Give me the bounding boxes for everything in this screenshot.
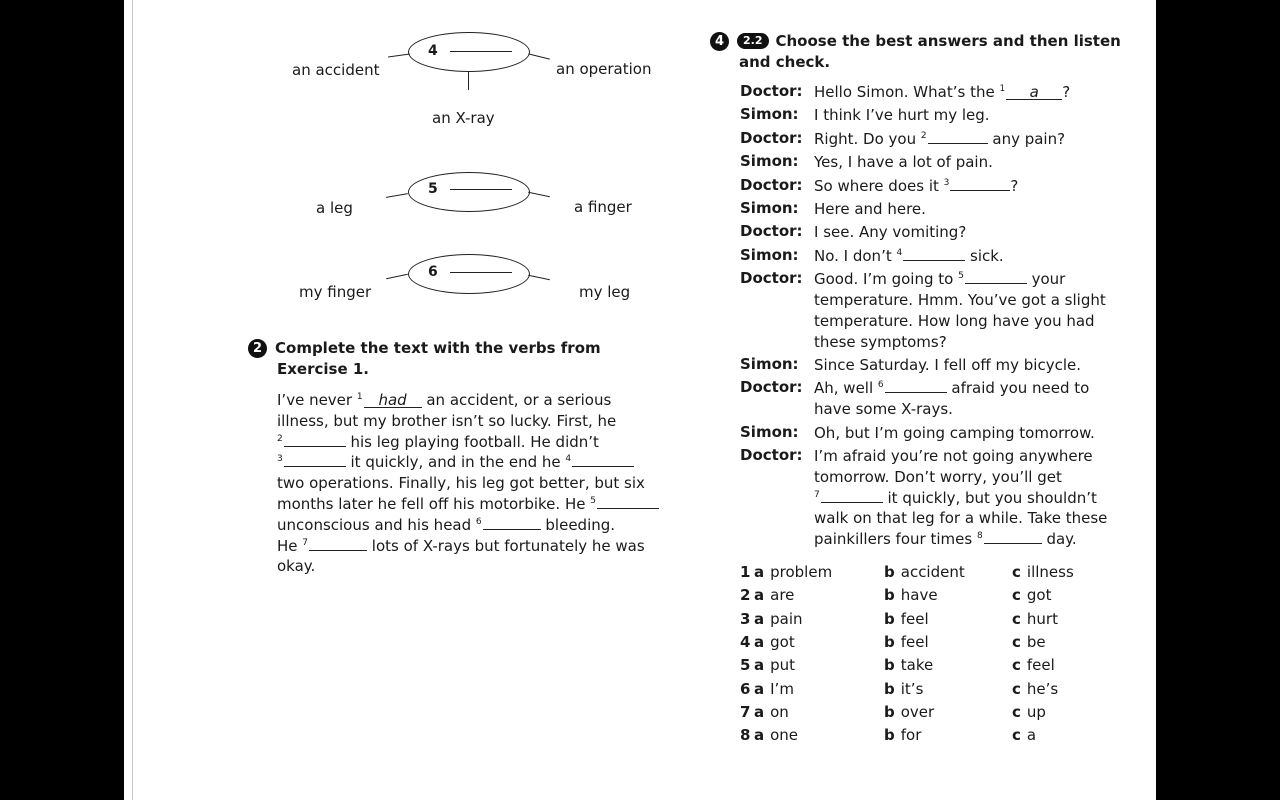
speaker-label: Doctor: — [740, 378, 803, 397]
option-4-c[interactable]: c be — [1012, 632, 1046, 651]
dialogue — [740, 82, 1140, 552]
option-3-a[interactable]: 3 a pain — [740, 609, 803, 628]
dialogue-line: Oh, but I’m going camping tomorrow. — [814, 423, 1095, 442]
answer-blank-6[interactable] — [483, 515, 541, 530]
exercise-2-heading: 2 Complete the text with the verbs from Exercise 1. — [248, 338, 668, 380]
option-6-c[interactable]: c he’s — [1012, 679, 1059, 698]
speaker-label: Doctor: — [740, 128, 803, 147]
dialogue-line: Since Saturday. I fell off my bicycle. — [814, 356, 1081, 374]
word-left: an accident — [292, 61, 380, 79]
answer-blank-4[interactable] — [903, 246, 965, 261]
dialogue-line: Right. Do you $^2$ any pain? — [814, 129, 1066, 148]
word-left: a leg — [316, 199, 353, 217]
options-table — [740, 563, 1140, 753]
option-8-c[interactable]: c a — [1012, 726, 1037, 745]
dialogue-line: tomorrow. Don’t worry, you’ll get — [814, 467, 1062, 486]
dialogue-line: temperature. Hmm. You’ve got a slight — [814, 291, 1106, 309]
text-line: illness, but my brother isn’t so lucky. First, he — [277, 411, 617, 430]
speaker-label: Doctor: — [740, 446, 803, 464]
dialogue-line: I think I’ve hurt my leg. — [814, 106, 990, 125]
option-7-b[interactable]: b over — [884, 702, 935, 721]
workbook-page — [124, 0, 1156, 800]
text-line: $^2$ his leg playing football. He didn’t — [277, 432, 599, 451]
option-7-c[interactable]: c up — [1012, 702, 1046, 721]
audio-track-badge[interactable]: 2.2 — [737, 33, 769, 49]
option-1-a[interactable]: 1 a problem — [740, 563, 833, 581]
dialogue-line: I see. Any vomiting? — [814, 223, 967, 242]
answer-blank-4[interactable] — [572, 452, 634, 467]
speaker-label: Simon: — [740, 245, 799, 264]
dialogue-line: $^7$ it quickly, but you shouldn’t — [814, 488, 1097, 507]
text-line: He $^7$ lots of X-rays but fortunately he was — [277, 536, 645, 555]
option-6-b[interactable]: b it’s — [884, 679, 924, 698]
dialogue-line: I’m afraid you’re not going anywhere — [814, 447, 1093, 465]
word-right: my leg — [579, 283, 631, 301]
text-line: I’ve never $^1$ had an accident, or a serious — [277, 391, 612, 409]
option-3-c[interactable]: c hurt — [1012, 609, 1058, 628]
exercise-2 — [248, 338, 668, 577]
dialogue-line: these symptoms? — [814, 332, 947, 351]
speaker-label: Simon: — [740, 199, 799, 217]
option-8-a[interactable]: 8 a one — [740, 726, 799, 745]
option-3-b[interactable]: b feel — [884, 609, 929, 628]
answer-blank-3[interactable] — [284, 452, 346, 467]
option-1-c[interactable]: c illness — [1012, 563, 1074, 581]
text-line: two operations. Finally, his leg got better, but six — [277, 474, 645, 493]
exercise-number-badge: 4 — [710, 32, 729, 51]
option-1-b[interactable]: b accident — [884, 563, 965, 581]
exercise-4 — [710, 31, 1130, 73]
dialogue-line: No. I don’t $^4$ sick. — [814, 246, 1004, 265]
dialogue-line: So where does it $^3$ ? — [814, 176, 1019, 195]
dialogue-line: have some X-rays. — [814, 400, 953, 419]
word-right: a finger — [574, 198, 632, 216]
answer-blank-7[interactable] — [821, 488, 883, 503]
answer-blank-3[interactable] — [950, 176, 1010, 191]
answer-blank-1[interactable]: had — [364, 393, 422, 408]
exercise-2-text — [248, 390, 668, 577]
answer-blank-5[interactable] — [965, 269, 1027, 284]
text-line: $^3$ it quickly, and in the end he $^4$ — [277, 452, 668, 473]
option-6-a[interactable]: 6 a I’m — [740, 679, 794, 698]
word-below: an X-ray — [432, 109, 495, 127]
option-5-b[interactable]: b take — [884, 656, 934, 675]
option-2-c[interactable]: c got — [1012, 586, 1052, 605]
dialogue-line: walk on that leg for a while. Take these — [814, 509, 1108, 528]
answer-blank-2[interactable] — [284, 432, 346, 447]
answer-blank-1[interactable]: a — [1006, 85, 1062, 100]
option-2-b[interactable]: b have — [884, 586, 938, 605]
option-5-a[interactable]: 5 a put — [740, 656, 796, 675]
speaker-label: Doctor: — [740, 269, 803, 288]
text-line: months later he fell off his motorbike. He $^5$ — [277, 494, 668, 515]
blank-5: 5 — [428, 181, 512, 197]
speaker-label: Simon: — [740, 355, 799, 373]
option-2-a[interactable]: 2 a are — [740, 586, 795, 605]
text-line: okay. — [277, 557, 316, 576]
dialogue-line: Yes, I have a lot of pain. — [814, 153, 993, 172]
answer-blank-6[interactable] — [885, 378, 947, 393]
dialogue-line: painkillers four times $^8$ day. — [814, 530, 1077, 549]
exercise-number-badge: 2 — [248, 339, 267, 358]
option-7-a[interactable]: 7 a on — [740, 702, 789, 721]
option-4-b[interactable]: b feel — [884, 632, 929, 651]
blank-4: 4 — [428, 43, 512, 59]
dialogue-line: Here and here. — [814, 200, 926, 218]
answer-blank-7[interactable] — [309, 536, 367, 551]
exercise-4-heading: 4 2.2 Choose the best answers and then listen and check. — [710, 31, 1130, 73]
speaker-label: Doctor: — [740, 175, 803, 194]
speaker-label: Doctor: — [740, 222, 803, 241]
speaker-label: Simon: — [740, 422, 799, 441]
dialogue-line: temperature. How long have you had — [814, 311, 1095, 330]
dialogue-line: Ah, well $^6$ afraid you need to — [814, 379, 1090, 398]
speaker-label: Simon: — [740, 105, 799, 124]
option-8-b[interactable]: b for — [884, 726, 922, 745]
word-left: my finger — [299, 283, 372, 301]
answer-blank-5[interactable] — [597, 494, 659, 509]
dialogue-line: Good. I’m going to $^5$ your — [814, 270, 1066, 289]
speaker-label: Simon: — [740, 152, 799, 171]
option-5-c[interactable]: c feel — [1012, 656, 1055, 675]
dialogue-line: Hello Simon. What’s the $^1$ a ? — [814, 83, 1071, 101]
option-4-a[interactable]: 4 a got — [740, 632, 795, 651]
text-line: unconscious and his head $^6$ bleeding. — [277, 515, 616, 534]
answer-blank-2[interactable] — [928, 129, 988, 144]
answer-blank-8[interactable] — [984, 529, 1042, 544]
blank-6: 6 — [428, 264, 512, 280]
word-right: an operation — [556, 60, 652, 78]
speaker-label: Doctor: — [740, 82, 803, 100]
